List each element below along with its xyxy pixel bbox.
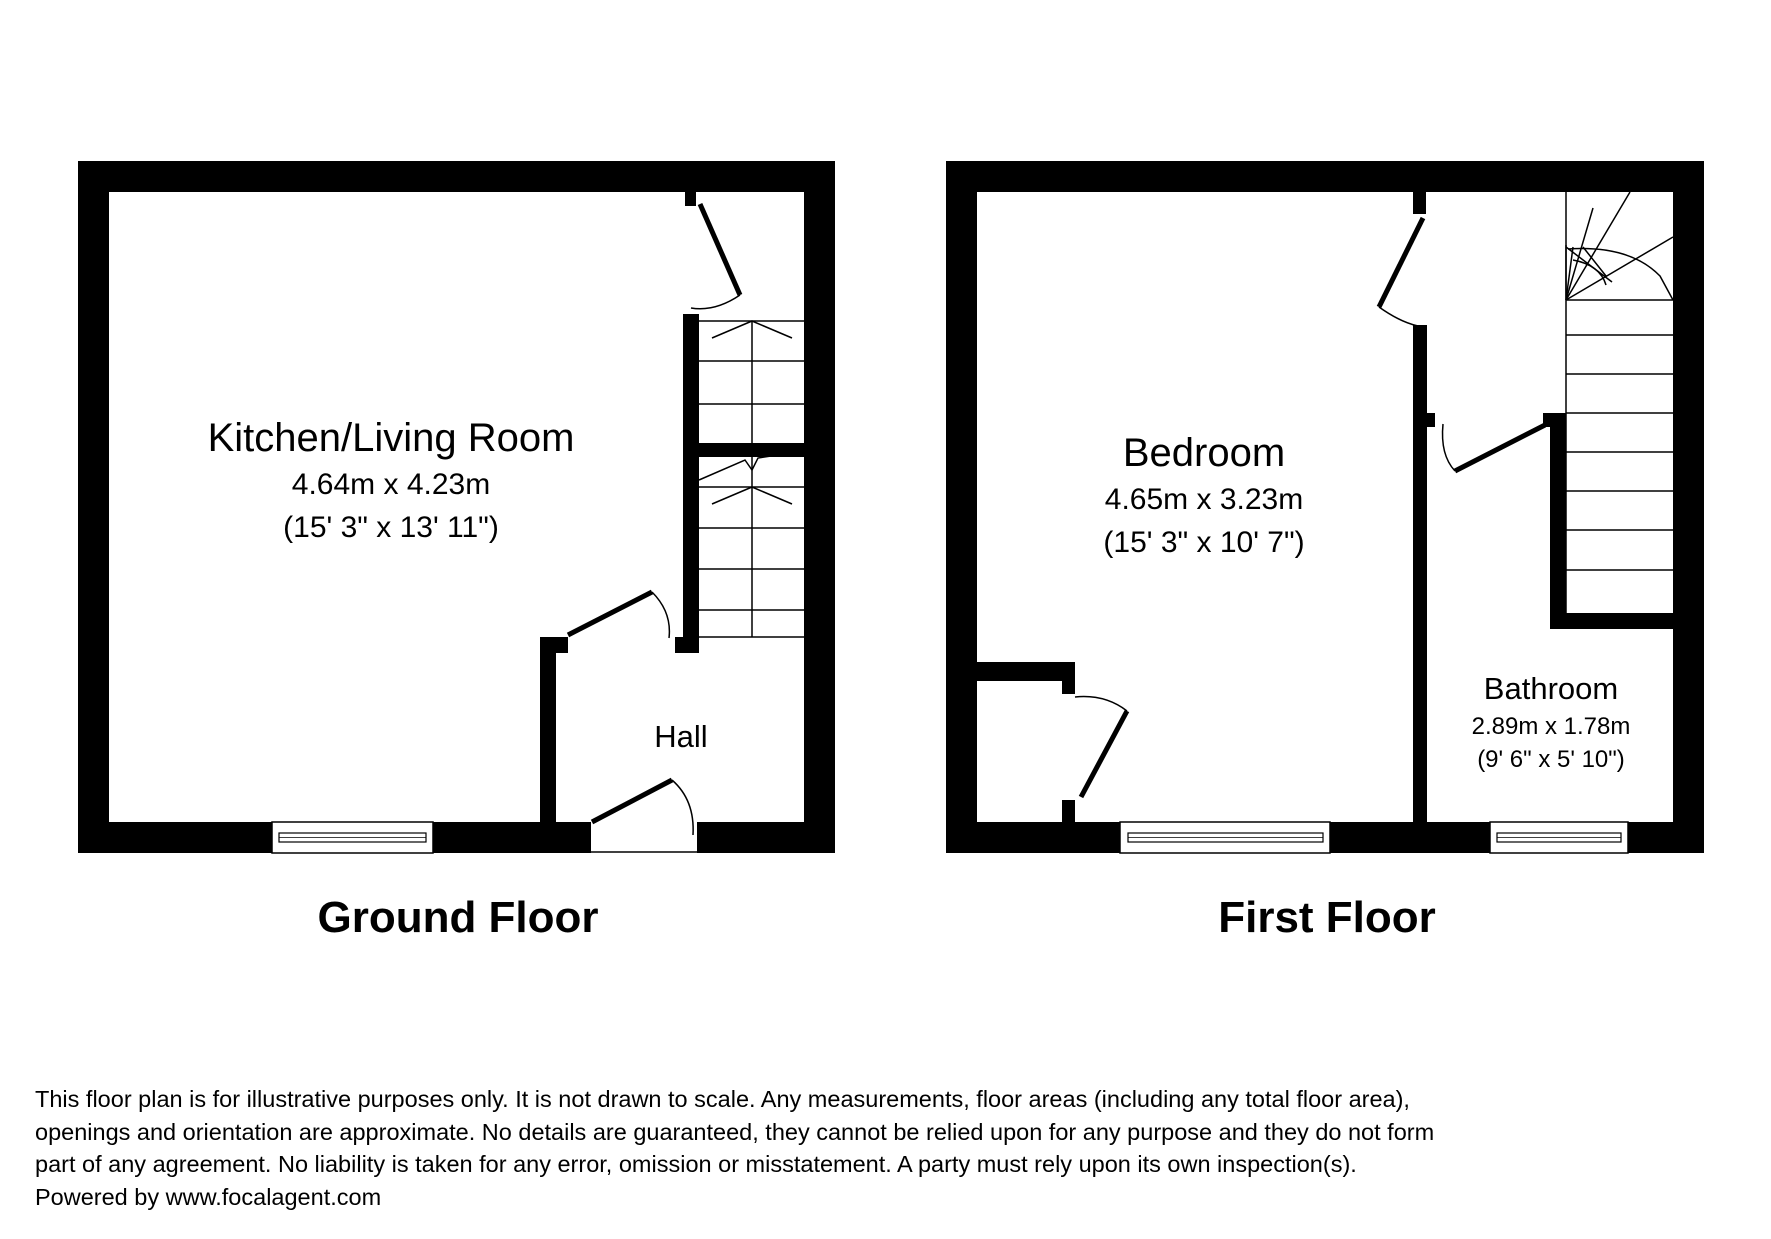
ground-floor-plan (78, 161, 835, 853)
top-door (691, 204, 740, 309)
bathroom-door (1443, 424, 1546, 471)
bathroom-imperial: (9' 6" x 5' 10") (1477, 746, 1625, 773)
kitchen-living-room-name: Kitchen/Living Room (207, 416, 575, 460)
bathroom-metric: 2.89m x 1.78m (1471, 713, 1631, 740)
ground-floor-labels (208, 416, 708, 942)
hall-name: Hall (654, 719, 708, 754)
hall-door (568, 592, 669, 638)
ground-floor-window (272, 822, 433, 853)
bedroom-window (1120, 822, 1330, 853)
powered-by-text: Powered by www.focalagent.com (35, 1183, 382, 1210)
bathroom-window (1490, 822, 1628, 853)
first-floor-title: First Floor (1218, 893, 1436, 942)
first-floor-staircase (1566, 192, 1673, 613)
bathroom-name: Bathroom (1483, 671, 1619, 706)
bedroom-metric: 4.65m x 3.23m (1104, 483, 1304, 516)
bedroom-imperial: (15' 3" x 10' 7") (1103, 526, 1305, 559)
disclaimer-line: part of any agreement. No liability is taken for any error, omission or misstatement. A party must rely upon its own inspection(s). (35, 1151, 1357, 1177)
kitchen-living-room-metric: 4.64m x 4.23m (291, 468, 491, 501)
cupboard-door (1075, 697, 1127, 797)
disclaimer-text (35, 1083, 1755, 1213)
disclaimer-line: This floor plan is for illustrative purposes only. It is not drawn to scale. Any measurements, floor areas (including any total floor area), (35, 1086, 1410, 1112)
disclaimer-line: openings and orientation are approximate. No details are guaranteed, they cannot be relied upon for any purpose and they do not form (35, 1118, 1435, 1145)
bedroom-door (1379, 218, 1423, 326)
ground-floor-walls (78, 161, 835, 853)
kitchen-living-room-imperial: (15' 3" x 13' 11") (283, 511, 499, 544)
ground-floor-title: Ground Floor (317, 893, 599, 942)
ground-floor-staircase (699, 321, 804, 637)
bedroom-name: Bedroom (1122, 431, 1286, 475)
front-door (591, 780, 697, 852)
